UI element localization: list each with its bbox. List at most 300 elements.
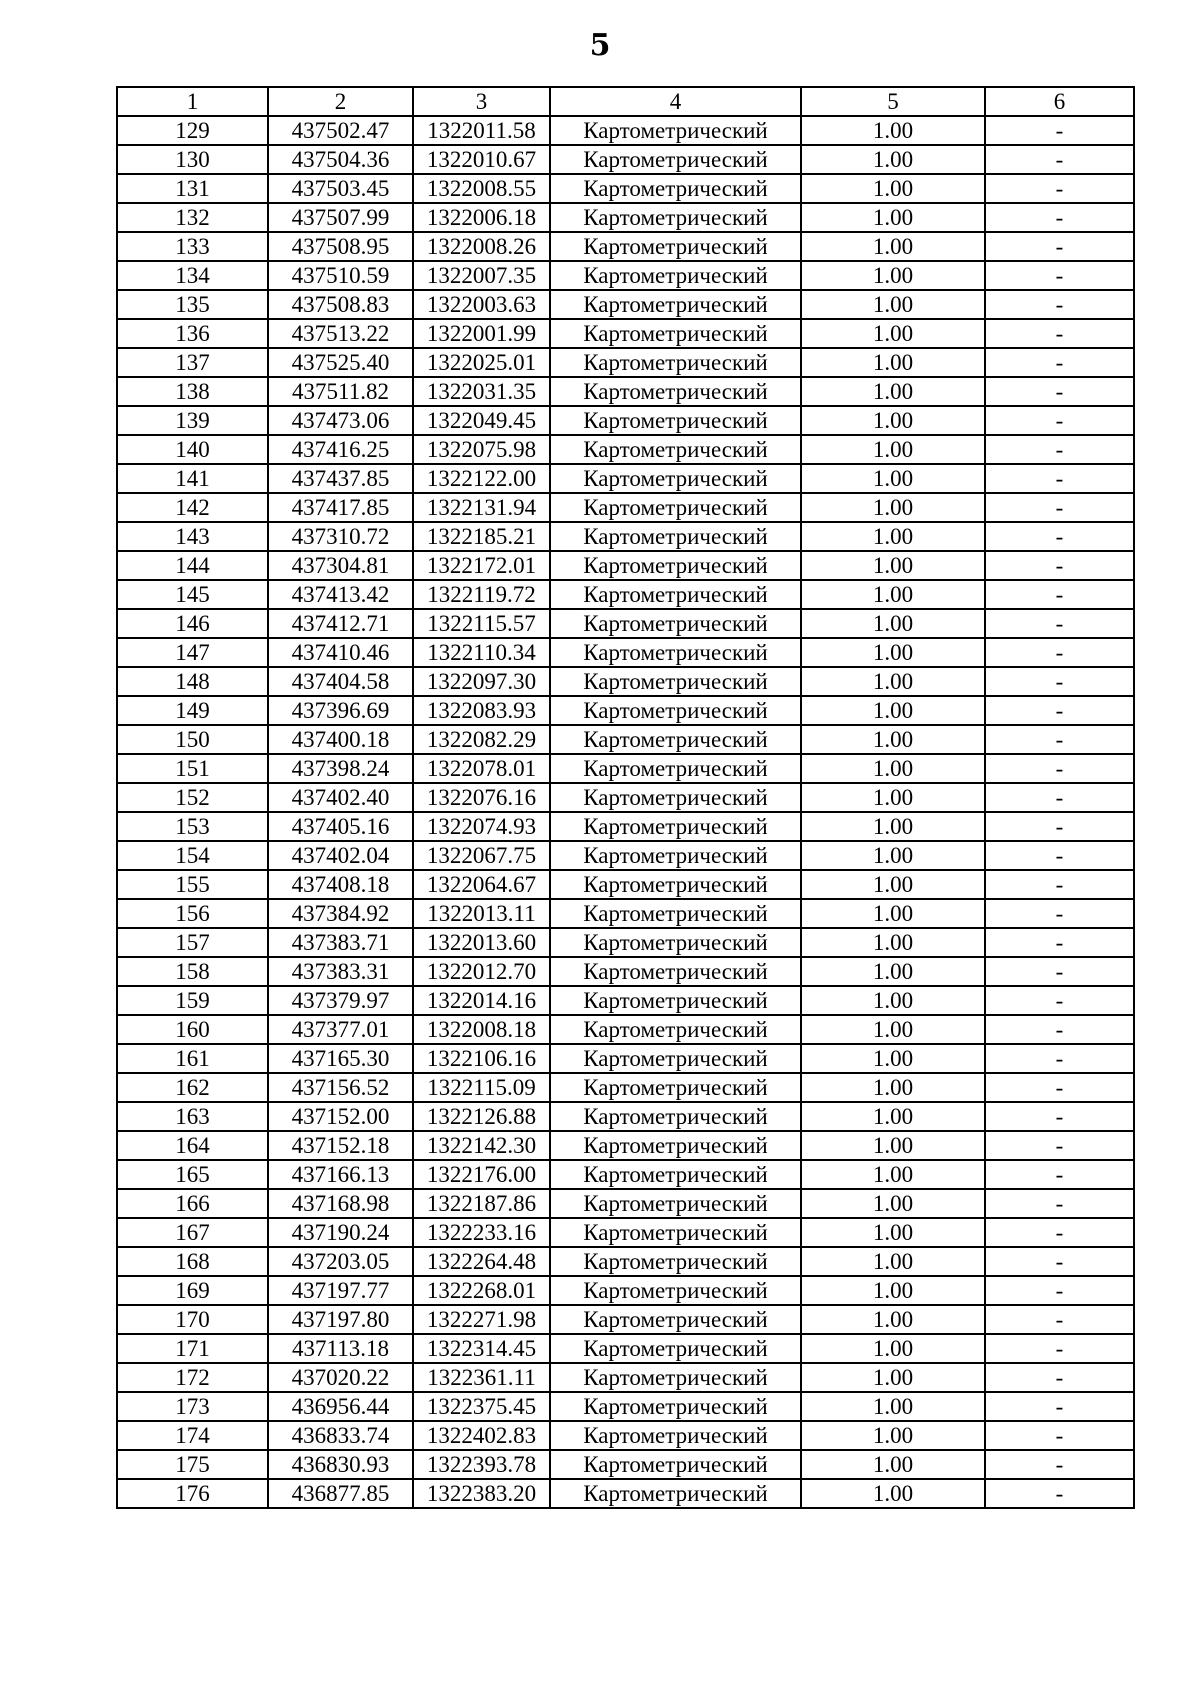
accuracy-cell: 1.00 (801, 435, 985, 464)
point-number-cell: 173 (117, 1392, 268, 1421)
accuracy-cell: 1.00 (801, 1073, 985, 1102)
method-cell: Картометрический (550, 986, 801, 1015)
table-row (117, 116, 1134, 145)
x-coordinate-cell: 437408.18 (268, 870, 413, 899)
note-cell: - (985, 290, 1134, 319)
table-row (117, 1334, 1134, 1363)
note-cell: - (985, 986, 1134, 1015)
y-coordinate-cell: 1322014.16 (413, 986, 550, 1015)
point-number-cell: 134 (117, 261, 268, 290)
point-number-cell: 170 (117, 1305, 268, 1334)
x-coordinate-cell: 437197.80 (268, 1305, 413, 1334)
y-coordinate-cell: 1322383.20 (413, 1479, 550, 1508)
accuracy-cell: 1.00 (801, 1160, 985, 1189)
table-row (117, 348, 1134, 377)
point-number-cell: 148 (117, 667, 268, 696)
method-cell: Картометрический (550, 609, 801, 638)
note-cell: - (985, 1450, 1134, 1479)
note-cell: - (985, 841, 1134, 870)
accuracy-cell: 1.00 (801, 1189, 985, 1218)
method-cell: Картометрический (550, 1160, 801, 1189)
method-cell: Картометрический (550, 1073, 801, 1102)
method-cell: Картометрический (550, 1015, 801, 1044)
note-cell: - (985, 232, 1134, 261)
x-coordinate-cell: 437377.01 (268, 1015, 413, 1044)
point-number-cell: 143 (117, 522, 268, 551)
note-cell: - (985, 203, 1134, 232)
y-coordinate-cell: 1322122.00 (413, 464, 550, 493)
y-coordinate-cell: 1322074.93 (413, 812, 550, 841)
table-row (117, 1363, 1134, 1392)
y-coordinate-cell: 1322176.00 (413, 1160, 550, 1189)
note-cell: - (985, 551, 1134, 580)
note-cell: - (985, 348, 1134, 377)
note-cell: - (985, 1421, 1134, 1450)
table-row (117, 783, 1134, 812)
table-row (117, 1247, 1134, 1276)
method-cell: Картометрический (550, 348, 801, 377)
accuracy-cell: 1.00 (801, 1247, 985, 1276)
table-row (117, 1131, 1134, 1160)
accuracy-cell: 1.00 (801, 116, 985, 145)
method-cell: Картометрический (550, 435, 801, 464)
method-cell: Картометрический (550, 957, 801, 986)
y-coordinate-cell: 1322013.11 (413, 899, 550, 928)
accuracy-cell: 1.00 (801, 1450, 985, 1479)
note-cell: - (985, 1189, 1134, 1218)
table-row (117, 1276, 1134, 1305)
accuracy-cell: 1.00 (801, 290, 985, 319)
point-number-cell: 141 (117, 464, 268, 493)
y-coordinate-cell: 1322172.01 (413, 551, 550, 580)
x-coordinate-cell: 436877.85 (268, 1479, 413, 1508)
accuracy-cell: 1.00 (801, 203, 985, 232)
x-coordinate-cell: 437304.81 (268, 551, 413, 580)
y-coordinate-cell: 1322075.98 (413, 435, 550, 464)
column-header-6: 6 (985, 87, 1134, 116)
x-coordinate-cell: 436830.93 (268, 1450, 413, 1479)
x-coordinate-cell: 437473.06 (268, 406, 413, 435)
table-body (117, 116, 1134, 1508)
accuracy-cell: 1.00 (801, 551, 985, 580)
table-row (117, 725, 1134, 754)
column-header-1: 1 (117, 87, 268, 116)
method-cell: Картометрический (550, 841, 801, 870)
point-number-cell: 164 (117, 1131, 268, 1160)
y-coordinate-cell: 1322008.18 (413, 1015, 550, 1044)
method-cell: Картометрический (550, 406, 801, 435)
x-coordinate-cell: 437152.00 (268, 1102, 413, 1131)
y-coordinate-cell: 1322097.30 (413, 667, 550, 696)
method-cell: Картометрический (550, 261, 801, 290)
y-coordinate-cell: 1322187.86 (413, 1189, 550, 1218)
point-number-cell: 145 (117, 580, 268, 609)
method-cell: Картометрический (550, 638, 801, 667)
y-coordinate-cell: 1322115.09 (413, 1073, 550, 1102)
accuracy-cell: 1.00 (801, 1479, 985, 1508)
accuracy-cell: 1.00 (801, 1102, 985, 1131)
x-coordinate-cell: 437384.92 (268, 899, 413, 928)
table-row (117, 551, 1134, 580)
accuracy-cell: 1.00 (801, 609, 985, 638)
note-cell: - (985, 1044, 1134, 1073)
x-coordinate-cell: 437507.99 (268, 203, 413, 232)
table-row (117, 609, 1134, 638)
accuracy-cell: 1.00 (801, 464, 985, 493)
method-cell: Картометрический (550, 290, 801, 319)
method-cell: Картометрический (550, 464, 801, 493)
point-number-cell: 172 (117, 1363, 268, 1392)
table-row (117, 435, 1134, 464)
note-cell: - (985, 1305, 1134, 1334)
y-coordinate-cell: 1322049.45 (413, 406, 550, 435)
note-cell: - (985, 464, 1134, 493)
point-number-cell: 133 (117, 232, 268, 261)
table-header (117, 87, 1134, 116)
table-row (117, 1305, 1134, 1334)
y-coordinate-cell: 1322126.88 (413, 1102, 550, 1131)
x-coordinate-cell: 437379.97 (268, 986, 413, 1015)
note-cell: - (985, 406, 1134, 435)
method-cell: Картометрический (550, 1421, 801, 1450)
y-coordinate-cell: 1322011.58 (413, 116, 550, 145)
point-number-cell: 167 (117, 1218, 268, 1247)
y-coordinate-cell: 1322233.16 (413, 1218, 550, 1247)
table-row (117, 1450, 1134, 1479)
table-row (117, 986, 1134, 1015)
method-cell: Картометрический (550, 551, 801, 580)
method-cell: Картометрический (550, 667, 801, 696)
note-cell: - (985, 1392, 1134, 1421)
x-coordinate-cell: 437437.85 (268, 464, 413, 493)
note-cell: - (985, 493, 1134, 522)
note-cell: - (985, 957, 1134, 986)
point-number-cell: 171 (117, 1334, 268, 1363)
note-cell: - (985, 1218, 1134, 1247)
point-number-cell: 137 (117, 348, 268, 377)
x-coordinate-cell: 437203.05 (268, 1247, 413, 1276)
y-coordinate-cell: 1322010.67 (413, 145, 550, 174)
accuracy-cell: 1.00 (801, 638, 985, 667)
note-cell: - (985, 638, 1134, 667)
accuracy-cell: 1.00 (801, 1015, 985, 1044)
x-coordinate-cell: 437404.58 (268, 667, 413, 696)
note-cell: - (985, 609, 1134, 638)
table-row (117, 696, 1134, 725)
point-number-cell: 149 (117, 696, 268, 725)
accuracy-cell: 1.00 (801, 957, 985, 986)
table-row (117, 580, 1134, 609)
accuracy-cell: 1.00 (801, 1218, 985, 1247)
note-cell: - (985, 522, 1134, 551)
x-coordinate-cell: 437190.24 (268, 1218, 413, 1247)
note-cell: - (985, 261, 1134, 290)
table-row (117, 1479, 1134, 1508)
method-cell: Картометрический (550, 522, 801, 551)
table-row (117, 1189, 1134, 1218)
table-row (117, 406, 1134, 435)
method-cell: Картометрический (550, 1102, 801, 1131)
note-cell: - (985, 667, 1134, 696)
accuracy-cell: 1.00 (801, 841, 985, 870)
accuracy-cell: 1.00 (801, 174, 985, 203)
note-cell: - (985, 1479, 1134, 1508)
accuracy-cell: 1.00 (801, 1334, 985, 1363)
y-coordinate-cell: 1322012.70 (413, 957, 550, 986)
x-coordinate-cell: 437310.72 (268, 522, 413, 551)
note-cell: - (985, 870, 1134, 899)
y-coordinate-cell: 1322031.35 (413, 377, 550, 406)
x-coordinate-cell: 437510.59 (268, 261, 413, 290)
x-coordinate-cell: 437503.45 (268, 174, 413, 203)
point-number-cell: 154 (117, 841, 268, 870)
x-coordinate-cell: 437405.16 (268, 812, 413, 841)
point-number-cell: 155 (117, 870, 268, 899)
y-coordinate-cell: 1322361.11 (413, 1363, 550, 1392)
x-coordinate-cell: 437398.24 (268, 754, 413, 783)
x-coordinate-cell: 436956.44 (268, 1392, 413, 1421)
point-number-cell: 174 (117, 1421, 268, 1450)
table-row (117, 522, 1134, 551)
method-cell: Картометрический (550, 1189, 801, 1218)
header-row (117, 87, 1134, 116)
note-cell: - (985, 1073, 1134, 1102)
x-coordinate-cell: 437508.95 (268, 232, 413, 261)
accuracy-cell: 1.00 (801, 899, 985, 928)
note-cell: - (985, 1276, 1134, 1305)
point-number-cell: 146 (117, 609, 268, 638)
method-cell: Картометрический (550, 812, 801, 841)
method-cell: Картометрический (550, 1276, 801, 1305)
method-cell: Картометрический (550, 116, 801, 145)
note-cell: - (985, 116, 1134, 145)
accuracy-cell: 1.00 (801, 232, 985, 261)
accuracy-cell: 1.00 (801, 377, 985, 406)
note-cell: - (985, 1334, 1134, 1363)
method-cell: Картометрический (550, 870, 801, 899)
method-cell: Картометрический (550, 203, 801, 232)
x-coordinate-cell: 437168.98 (268, 1189, 413, 1218)
y-coordinate-cell: 1322082.29 (413, 725, 550, 754)
note-cell: - (985, 145, 1134, 174)
table-row (117, 1160, 1134, 1189)
method-cell: Картометрический (550, 1450, 801, 1479)
point-number-cell: 140 (117, 435, 268, 464)
y-coordinate-cell: 1322001.99 (413, 319, 550, 348)
method-cell: Картометрический (550, 783, 801, 812)
y-coordinate-cell: 1322110.34 (413, 638, 550, 667)
point-number-cell: 132 (117, 203, 268, 232)
x-coordinate-cell: 437402.04 (268, 841, 413, 870)
accuracy-cell: 1.00 (801, 1363, 985, 1392)
x-coordinate-cell: 437502.47 (268, 116, 413, 145)
method-cell: Картометрический (550, 174, 801, 203)
point-number-cell: 169 (117, 1276, 268, 1305)
table-row (117, 1073, 1134, 1102)
accuracy-cell: 1.00 (801, 667, 985, 696)
note-cell: - (985, 377, 1134, 406)
point-number-cell: 163 (117, 1102, 268, 1131)
y-coordinate-cell: 1322314.45 (413, 1334, 550, 1363)
y-coordinate-cell: 1322083.93 (413, 696, 550, 725)
point-number-cell: 166 (117, 1189, 268, 1218)
x-coordinate-cell: 437416.25 (268, 435, 413, 464)
accuracy-cell: 1.00 (801, 725, 985, 754)
y-coordinate-cell: 1322131.94 (413, 493, 550, 522)
table-row (117, 145, 1134, 174)
method-cell: Картометрический (550, 1334, 801, 1363)
note-cell: - (985, 1247, 1134, 1276)
y-coordinate-cell: 1322008.55 (413, 174, 550, 203)
point-number-cell: 165 (117, 1160, 268, 1189)
point-number-cell: 176 (117, 1479, 268, 1508)
point-number-cell: 162 (117, 1073, 268, 1102)
y-coordinate-cell: 1322013.60 (413, 928, 550, 957)
accuracy-cell: 1.00 (801, 1276, 985, 1305)
point-number-cell: 168 (117, 1247, 268, 1276)
note-cell: - (985, 1102, 1134, 1131)
x-coordinate-cell: 437152.18 (268, 1131, 413, 1160)
table-row (117, 812, 1134, 841)
x-coordinate-cell: 437410.46 (268, 638, 413, 667)
note-cell: - (985, 319, 1134, 348)
point-number-cell: 147 (117, 638, 268, 667)
x-coordinate-cell: 437417.85 (268, 493, 413, 522)
x-coordinate-cell: 437402.40 (268, 783, 413, 812)
y-coordinate-cell: 1322271.98 (413, 1305, 550, 1334)
method-cell: Картометрический (550, 145, 801, 174)
method-cell: Картометрический (550, 899, 801, 928)
y-coordinate-cell: 1322115.57 (413, 609, 550, 638)
note-cell: - (985, 1160, 1134, 1189)
accuracy-cell: 1.00 (801, 1305, 985, 1334)
table-row (117, 1218, 1134, 1247)
y-coordinate-cell: 1322006.18 (413, 203, 550, 232)
y-coordinate-cell: 1322268.01 (413, 1276, 550, 1305)
column-header-3: 3 (413, 87, 550, 116)
x-coordinate-cell: 437197.77 (268, 1276, 413, 1305)
method-cell: Картометрический (550, 1247, 801, 1276)
column-header-4: 4 (550, 87, 801, 116)
accuracy-cell: 1.00 (801, 986, 985, 1015)
y-coordinate-cell: 1322007.35 (413, 261, 550, 290)
point-number-cell: 160 (117, 1015, 268, 1044)
y-coordinate-cell: 1322008.26 (413, 232, 550, 261)
note-cell: - (985, 174, 1134, 203)
x-coordinate-cell: 437383.71 (268, 928, 413, 957)
accuracy-cell: 1.00 (801, 406, 985, 435)
point-number-cell: 159 (117, 986, 268, 1015)
point-number-cell: 156 (117, 899, 268, 928)
point-number-cell: 139 (117, 406, 268, 435)
y-coordinate-cell: 1322264.48 (413, 1247, 550, 1276)
table-row (117, 870, 1134, 899)
point-number-cell: 131 (117, 174, 268, 203)
page-number: 5 (589, 28, 611, 63)
method-cell: Картометрический (550, 725, 801, 754)
table-row (117, 319, 1134, 348)
x-coordinate-cell: 437383.31 (268, 957, 413, 986)
method-cell: Картометрический (550, 580, 801, 609)
table-row (117, 957, 1134, 986)
method-cell: Картометрический (550, 493, 801, 522)
y-coordinate-cell: 1322119.72 (413, 580, 550, 609)
y-coordinate-cell: 1322078.01 (413, 754, 550, 783)
accuracy-cell: 1.00 (801, 812, 985, 841)
method-cell: Картометрический (550, 928, 801, 957)
accuracy-cell: 1.00 (801, 783, 985, 812)
x-coordinate-cell: 437165.30 (268, 1044, 413, 1073)
note-cell: - (985, 580, 1134, 609)
table-row (117, 261, 1134, 290)
accuracy-cell: 1.00 (801, 493, 985, 522)
table-row (117, 1392, 1134, 1421)
x-coordinate-cell: 437525.40 (268, 348, 413, 377)
method-cell: Картометрический (550, 1392, 801, 1421)
y-coordinate-cell: 1322142.30 (413, 1131, 550, 1160)
point-number-cell: 152 (117, 783, 268, 812)
table-row (117, 174, 1134, 203)
method-cell: Картометрический (550, 1363, 801, 1392)
y-coordinate-cell: 1322025.01 (413, 348, 550, 377)
method-cell: Картометрический (550, 319, 801, 348)
note-cell: - (985, 1363, 1134, 1392)
table-row (117, 464, 1134, 493)
y-coordinate-cell: 1322393.78 (413, 1450, 550, 1479)
table-row (117, 928, 1134, 957)
x-coordinate-cell: 437020.22 (268, 1363, 413, 1392)
x-coordinate-cell: 436833.74 (268, 1421, 413, 1450)
x-coordinate-cell: 437166.13 (268, 1160, 413, 1189)
accuracy-cell: 1.00 (801, 522, 985, 551)
y-coordinate-cell: 1322064.67 (413, 870, 550, 899)
point-number-cell: 129 (117, 116, 268, 145)
x-coordinate-cell: 437504.36 (268, 145, 413, 174)
method-cell: Картометрический (550, 1479, 801, 1508)
y-coordinate-cell: 1322076.16 (413, 783, 550, 812)
method-cell: Картометрический (550, 377, 801, 406)
x-coordinate-cell: 437113.18 (268, 1334, 413, 1363)
method-cell: Картометрический (550, 1044, 801, 1073)
table-row (117, 754, 1134, 783)
note-cell: - (985, 783, 1134, 812)
point-number-cell: 157 (117, 928, 268, 957)
point-number-cell: 161 (117, 1044, 268, 1073)
y-coordinate-cell: 1322185.21 (413, 522, 550, 551)
table-row (117, 203, 1134, 232)
accuracy-cell: 1.00 (801, 348, 985, 377)
point-number-cell: 135 (117, 290, 268, 319)
accuracy-cell: 1.00 (801, 145, 985, 174)
x-coordinate-cell: 437396.69 (268, 696, 413, 725)
table-row (117, 232, 1134, 261)
x-coordinate-cell: 437156.52 (268, 1073, 413, 1102)
point-number-cell: 150 (117, 725, 268, 754)
accuracy-cell: 1.00 (801, 696, 985, 725)
x-coordinate-cell: 437412.71 (268, 609, 413, 638)
x-coordinate-cell: 437513.22 (268, 319, 413, 348)
note-cell: - (985, 754, 1134, 783)
note-cell: - (985, 928, 1134, 957)
x-coordinate-cell: 437511.82 (268, 377, 413, 406)
point-number-cell: 138 (117, 377, 268, 406)
table-row (117, 377, 1134, 406)
accuracy-cell: 1.00 (801, 1044, 985, 1073)
y-coordinate-cell: 1322375.45 (413, 1392, 550, 1421)
table-row (117, 841, 1134, 870)
accuracy-cell: 1.00 (801, 870, 985, 899)
table-row (117, 638, 1134, 667)
